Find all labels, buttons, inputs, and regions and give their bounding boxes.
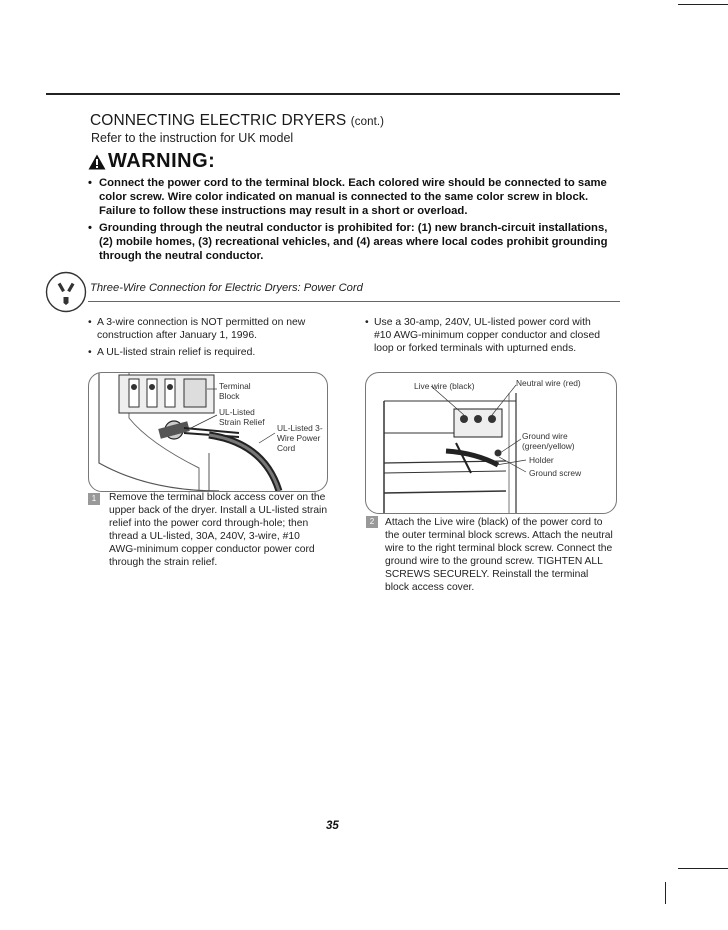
page-title-suffix: (cont.) [350,116,385,128]
step-1-text: Remove the terminal block access cover on the upper back of the dryer. Install a UL-listed strain relief into the power cord through-hole; then thread a UL-listed, 30A, 240V, 3-wire, #10 AWG-minimum copper conductor power cord through the strain relief. [109,492,328,568]
list-item: • A UL-listed strain relief is required. [88,346,338,359]
left-bullets [88,316,338,363]
warning-triangle-icon [88,154,106,170]
three-prong-outlet-icon [44,270,88,314]
header-rule [46,93,620,95]
section-rule [88,301,620,302]
warning-item: • Connect the power cord to the terminal block. Each colored wire should be connected to same color screw. Wire color indicated on manual is connected to the same color screw in block. Failure to follow these instructions may result in a short or overload. [88,176,608,218]
label-ground-screw: Ground screw [529,468,582,478]
label-neutral-wire: Neutral wire (red) [516,378,581,388]
crop-mark-top-right [678,4,728,5]
section-title: Three-Wire Connection for Electric Dryers: Power Cord [90,282,363,294]
warning-list [88,176,608,266]
page-title-text: CONNECTING ELECTRIC DRYERS [90,112,347,129]
diagram-wire-connection [365,372,617,514]
warning-heading [88,150,215,173]
right-bullets [365,316,600,359]
label-terminal-block: Terminal Block [219,381,251,401]
list-item: • Use a 30-amp, 240V, UL-listed power cord with #10 AWG-minimum copper conductor and closed loop or forked terminals with upturned ends. [365,316,600,355]
label-power-cord: UL-Listed 3-Wire Power Cord [277,423,323,453]
label-strain-relief: UL-Listed Strain Relief [219,407,265,427]
label-live-wire: Live wire (black) [414,381,475,391]
page-subtitle: Refer to the instruction for UK model [91,131,294,145]
step-2-text: Attach the Live wire (black) of the power cord to the outer terminal block screws. Attach the neutral wire to the right terminal block screw. Connect the ground wire to the ground screw. TIGHTEN ALL SCREWS SECURELY. Reinstall the terminal block access cover. [385,517,613,593]
page-number: 35 [326,820,339,832]
warning-item: • Grounding through the neutral conductor is prohibited for: (1) new branch-circuit installations, (2) mobile homes, (3) recreational vehicles, and (4) areas where local codes prohibit grounding through the neutral conductor. [88,221,608,263]
label-ground-wire: Ground wire (green/yellow) [522,431,575,451]
warning-heading-text: WARNING: [108,150,216,172]
step-number-1: 1 [88,493,100,505]
page-title [90,112,384,130]
step-number-2: 2 [366,516,378,528]
list-item: • A 3-wire connection is NOT permitted on new construction after January 1, 1996. [88,316,338,342]
crop-mark-vertical [665,882,666,904]
diagram-strain-relief [88,372,328,492]
crop-mark-bottom-right [678,868,728,869]
label-holder: Holder [529,455,554,465]
